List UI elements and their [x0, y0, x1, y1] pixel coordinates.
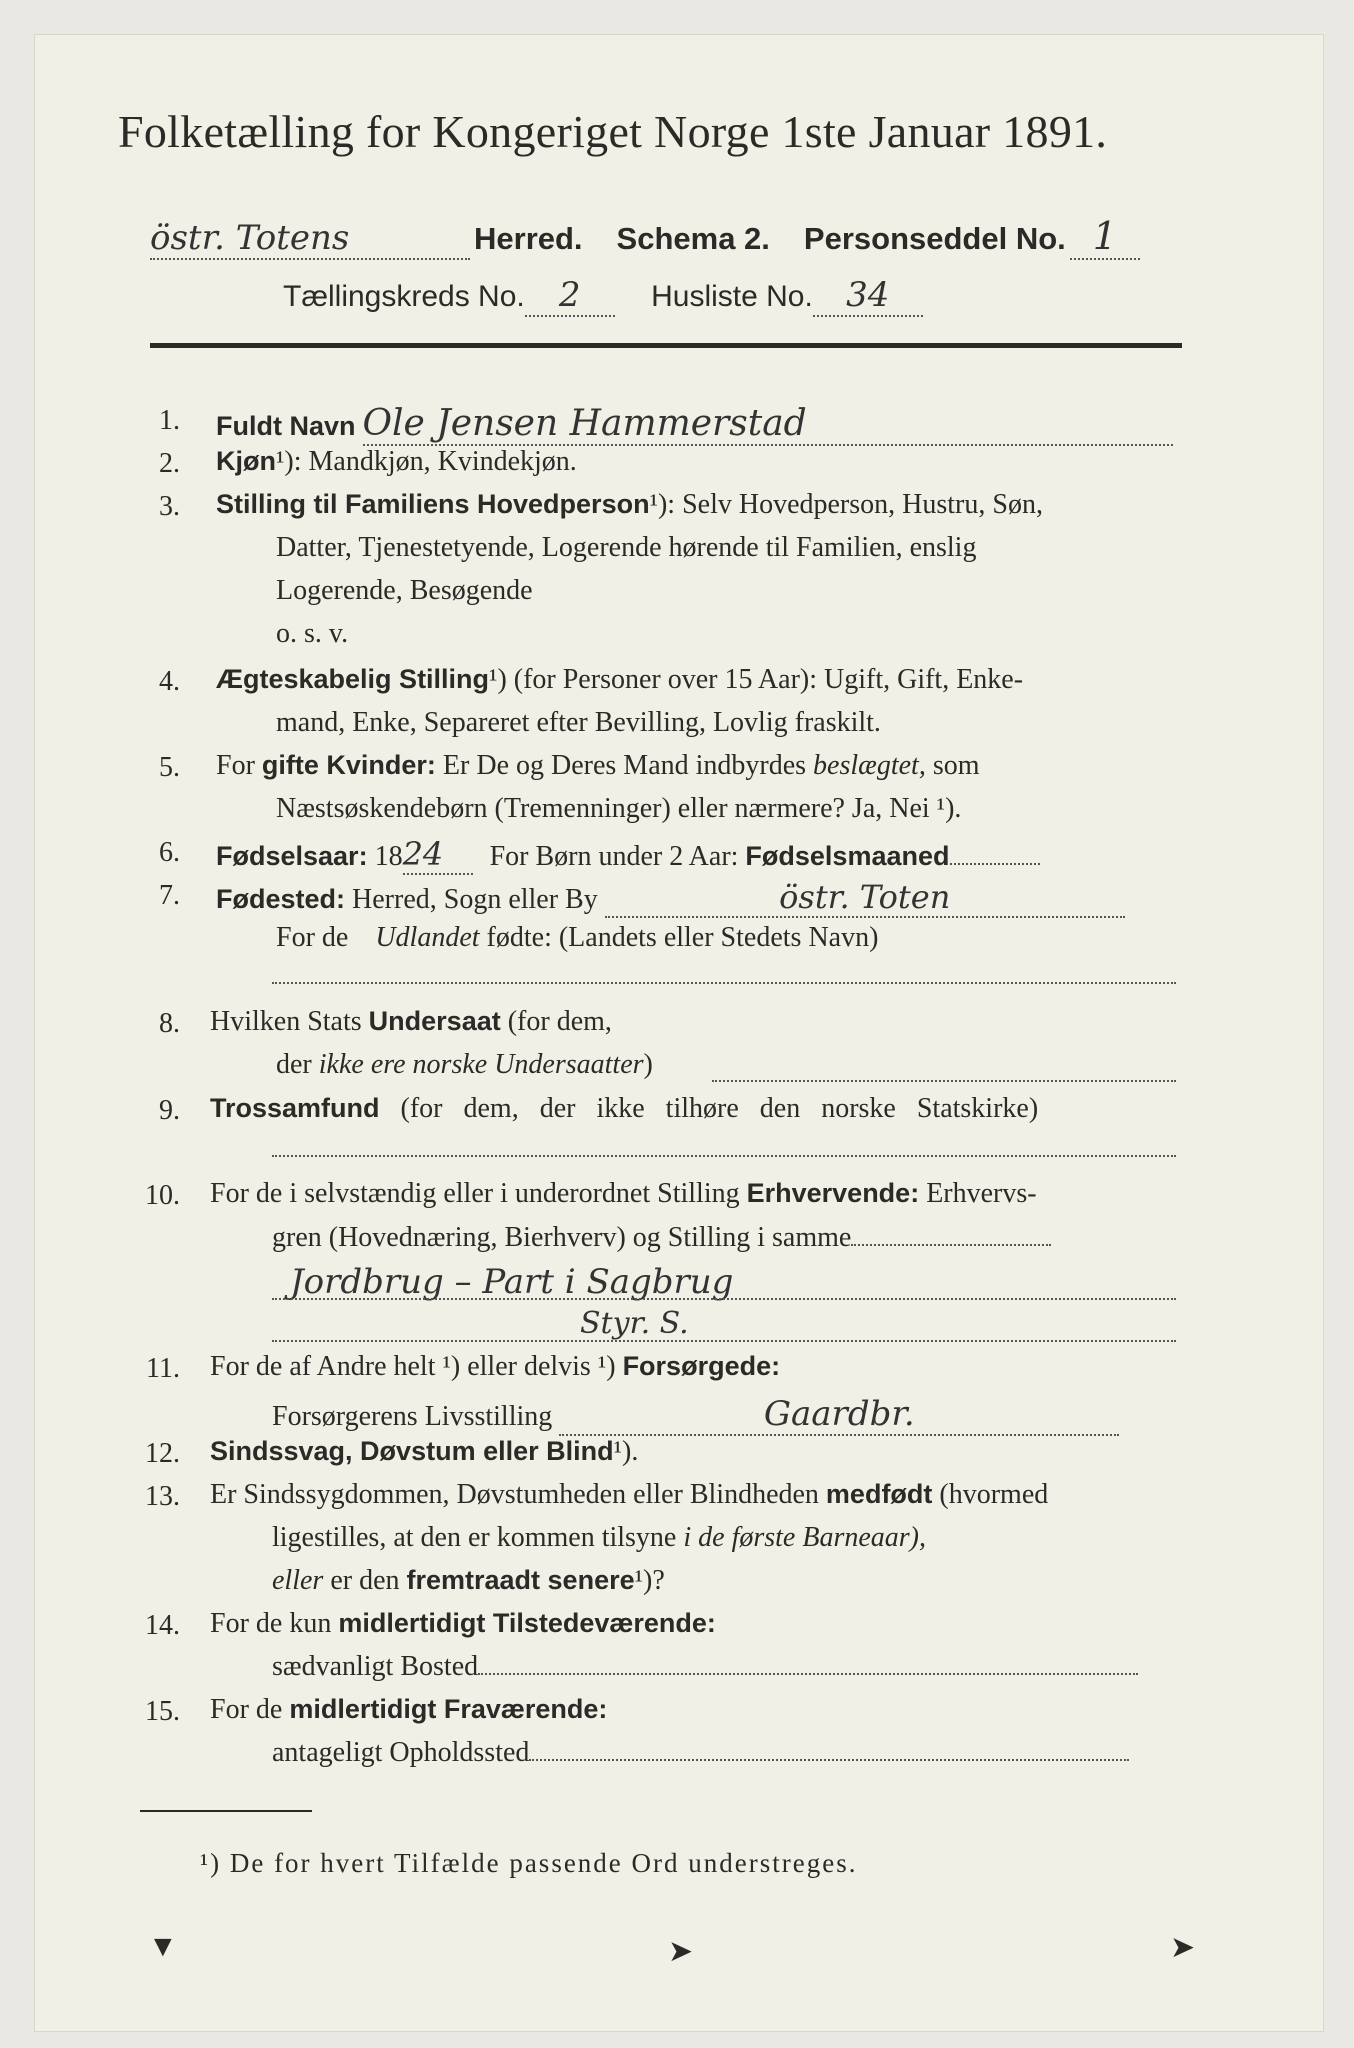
item-8-answer-line [712, 1080, 1176, 1082]
item-9-answer-line [272, 1155, 1176, 1157]
center-mark-icon: ➤ [668, 1935, 694, 1968]
item-7-text-3: fødte: (Landets eller Stedets Navn) [486, 922, 879, 953]
item-15-number: 15. [145, 1696, 180, 1727]
corner-mark-left-icon: ▼ [148, 1930, 178, 1963]
item-5-italic: beslægtet, [813, 750, 926, 781]
item-1-label: Fuldt Navn [216, 411, 356, 441]
item-10-answer-line-1 [272, 1298, 1176, 1300]
item-8-text-end: (for dem, [507, 1006, 612, 1037]
item-5 [216, 750, 980, 782]
item-10-text-2: gren (Hovednæring, Bierhverv) og Stilling i samme [272, 1222, 852, 1253]
item-15-line-2 [272, 1737, 1129, 1769]
item-10-value-2: Styr. S. [580, 1306, 689, 1341]
item-8-italic: ikke ere norske Undersaatter [318, 1049, 644, 1080]
item-15-answer-line [529, 1759, 1129, 1761]
corner-mark-right-icon: ➤ [1170, 1931, 1196, 1964]
item-13-italic-2: eller [272, 1565, 324, 1596]
item-8-text-2: der [276, 1049, 312, 1080]
schema-label: Schema 2. [616, 221, 770, 256]
item-2-label: Kjøn [216, 446, 276, 476]
footnote: ¹) De for hvert Tilfælde passende Ord understreges. [200, 1848, 858, 1878]
item-6-number: 6. [159, 837, 180, 868]
item-6 [216, 835, 1040, 875]
item-12-number: 12. [145, 1438, 180, 1469]
item-15 [210, 1694, 607, 1726]
form-title: Folketælling for Kongeriget Norge 1ste Januar 1891. [118, 106, 1108, 157]
item-11-text: For de af Andre helt ¹) eller delvis ¹) [210, 1351, 616, 1382]
item-10-value: Jordbrug – Part i Sagbrug [290, 1262, 734, 1302]
item-13-text-end: (hvormed [939, 1479, 1049, 1510]
item-14-line-2 [272, 1651, 1138, 1683]
item-5-label-bold: gifte Kvinder: [261, 750, 436, 780]
item-13-line-2 [272, 1522, 926, 1554]
item-13-text-4: ¹)? [634, 1565, 665, 1596]
item-10-text: For de i selvstændig eller i underordnet Stilling [210, 1178, 740, 1209]
item-3-line-4: o. s. v. [276, 618, 349, 649]
item-7-line-2 [276, 922, 878, 954]
item-6-value: 24 [403, 835, 473, 875]
item-2 [216, 446, 577, 478]
item-6-label-2: Fødselsmaaned [745, 841, 950, 871]
item-7-answer-line [272, 982, 1176, 984]
item-7-italic: Udlandet [375, 922, 480, 953]
item-12-text: ¹). [613, 1436, 639, 1467]
item-9 [210, 1093, 1038, 1125]
kreds-value: 2 [525, 275, 615, 317]
personseddel-value: 1 [1070, 214, 1140, 260]
item-1-value: Ole Jensen Hammerstad [363, 403, 1173, 446]
header-rule [150, 343, 1182, 348]
item-5-label: For [216, 750, 255, 781]
item-6-fill [950, 863, 1040, 865]
item-4-number: 4. [159, 666, 180, 697]
item-13-text: Er Sindssygdommen, Døvstumheden eller Blindheden [210, 1479, 819, 1510]
item-10-label: Erhvervende: [746, 1178, 920, 1208]
item-13-label-2: fremtraadt senere [406, 1565, 635, 1595]
item-3-line-3: Logerende, Besøgende [276, 575, 533, 606]
item-13-label: medfødt [825, 1479, 933, 1509]
item-11-line-2 [272, 1394, 1119, 1436]
footnote-rule [140, 1810, 312, 1812]
item-13-number: 13. [145, 1481, 180, 1512]
item-5-text: Er De og Deres Mand indbyrdes [442, 750, 807, 781]
item-14-text: For de kun [210, 1608, 332, 1639]
item-7 [216, 878, 1125, 918]
item-3-number: 3. [159, 491, 180, 522]
item-4-text: ¹) (for Personer over 15 Aar): Ugift, Gift, Enke- [489, 664, 1024, 695]
item-15-text: For de [210, 1694, 283, 1725]
item-11-label: Forsørgede: [622, 1351, 781, 1381]
item-8-label: Undersaat [368, 1006, 501, 1036]
item-6-prefix: 18 [374, 841, 403, 872]
item-15-text-2: antageligt Opholdssted [272, 1737, 530, 1768]
item-8-text: Hvilken Stats [210, 1006, 362, 1037]
item-5-line-2: Næstsøskendebørn (Tremenninger) eller nærmere? Ja, Nei ¹). [276, 793, 962, 824]
item-14 [210, 1608, 716, 1640]
item-13-text-3: er den [330, 1565, 400, 1596]
item-7-text-2: For de [276, 922, 349, 953]
header-row-2 [283, 275, 923, 317]
item-7-text: Herred, Sogn eller By [352, 884, 598, 915]
item-9-text: (for dem, der ikke tilhøre den norske Statskirke) [400, 1093, 1039, 1124]
item-9-label: Trossamfund [210, 1093, 380, 1123]
item-7-number: 7. [159, 880, 180, 911]
item-3-line-2: Datter, Tjenestetyende, Logerende hørende til Familien, enslig [276, 532, 977, 563]
item-14-number: 14. [145, 1610, 180, 1641]
item-2-text: ¹): Mandkjøn, Kvindekjøn. [276, 446, 577, 477]
item-1-number: 1. [159, 405, 180, 436]
personseddel-label: Personseddel No. [803, 221, 1066, 256]
item-12-label: Sindssvag, Døvstum eller Blind [210, 1436, 614, 1466]
item-10-number: 10. [145, 1180, 180, 1211]
item-5-number: 5. [159, 752, 180, 783]
item-6-text-2: For Børn under 2 Aar: [489, 841, 739, 872]
item-7-label: Fødested: [216, 884, 346, 914]
item-7-value: östr. Toten [605, 878, 1125, 918]
herred-value: östr. Totens [150, 218, 470, 260]
item-10-text-end: Erhvervs- [926, 1178, 1037, 1209]
husliste-label: Husliste No. [651, 280, 813, 313]
kreds-label: Tællingskreds No. [283, 280, 525, 313]
item-10-fill [851, 1244, 1051, 1246]
header-row-1 [150, 214, 1140, 260]
item-3-text: ¹): Selv Hovedperson, Hustru, Søn, [649, 489, 1043, 520]
item-14-label: midlertidigt Tilstedeværende: [338, 1608, 716, 1638]
item-13-text-2: ligestilles, at den er kommen tilsyne [272, 1522, 677, 1553]
item-13 [210, 1479, 1048, 1511]
item-6-label: Fødselsaar: [216, 841, 368, 871]
item-10 [210, 1178, 1037, 1210]
item-9-number: 9. [159, 1095, 180, 1126]
item-2-number: 2. [159, 448, 180, 479]
item-1 [216, 403, 1173, 446]
item-4-label: Ægteskabelig Stilling [216, 664, 490, 694]
item-4-line-2: mand, Enke, Separeret efter Bevilling, Lovlig fraskilt. [276, 707, 881, 738]
item-13-italic: i de første Barneaar), [683, 1522, 926, 1553]
item-11-number: 11. [146, 1353, 180, 1384]
item-12 [210, 1436, 638, 1468]
item-15-label: midlertidigt Fraværende: [289, 1694, 608, 1724]
item-10-answer-line-2 [272, 1340, 1176, 1342]
item-10-line-2 [272, 1222, 1051, 1254]
husliste-value: 34 [813, 275, 923, 317]
item-13-line-3 [272, 1565, 665, 1597]
item-4 [216, 664, 1023, 696]
item-5-text-end: som [932, 750, 980, 781]
item-11-text-2: Forsørgerens Livsstilling [272, 1401, 553, 1432]
item-11 [210, 1351, 780, 1383]
item-3 [216, 489, 1043, 521]
item-11-value: Gaardbr. [559, 1394, 1119, 1436]
item-3-label: Stilling til Familiens Hovedperson [216, 489, 650, 519]
item-8-number: 8. [159, 1008, 180, 1039]
item-14-text-2: sædvanligt Bosted [272, 1651, 479, 1682]
item-14-answer-line [478, 1673, 1138, 1675]
item-8-line-2: der ikke ere norske Undersaatter) [276, 1049, 653, 1080]
item-8 [210, 1006, 612, 1038]
herred-label: Herred. [474, 221, 583, 256]
